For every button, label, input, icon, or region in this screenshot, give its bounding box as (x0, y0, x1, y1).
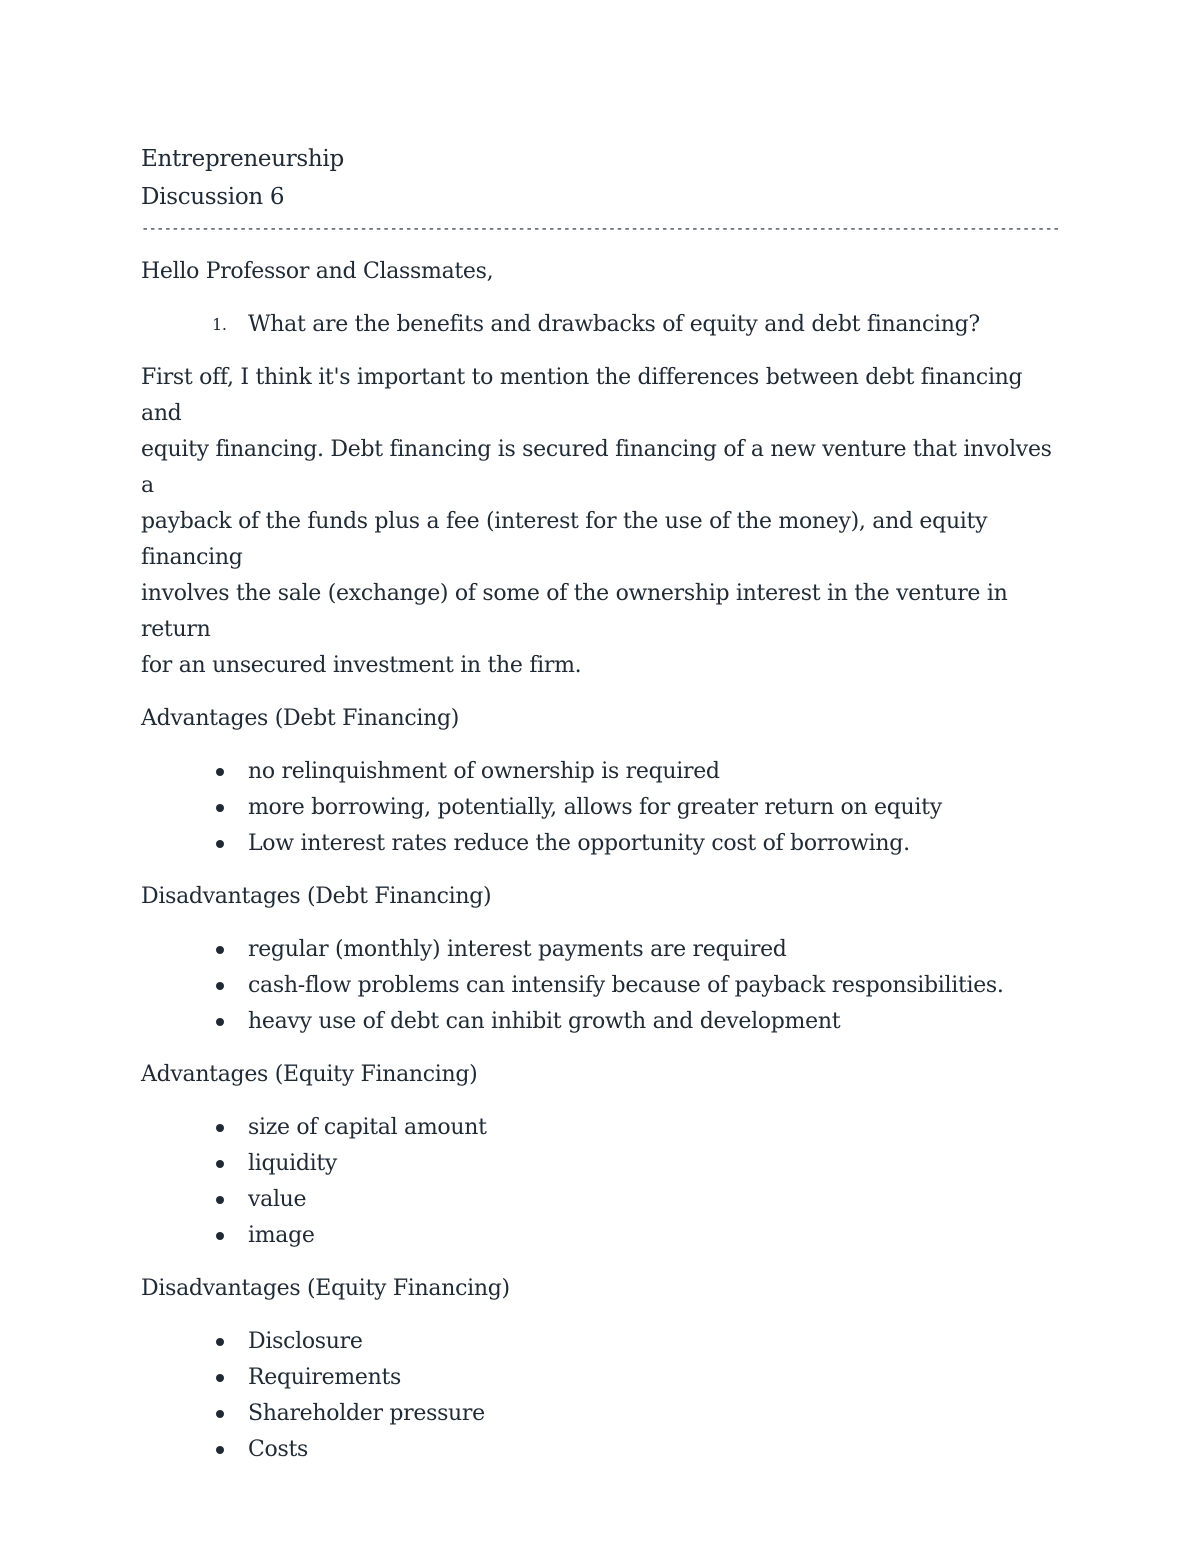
list-item-text: image (248, 1223, 315, 1248)
divider-line: -------------------------------------------------------------------------------------------------------------------------- (141, 221, 1060, 237)
list-item-text: liquidity (248, 1151, 338, 1176)
intro-line: equity financing. Debt financing is secured financing of a new venture that involves a (141, 437, 1052, 498)
list-item (141, 1218, 1061, 1254)
list-item-text: Shareholder pressure (248, 1401, 485, 1426)
bullet-icon (216, 1124, 224, 1132)
bullet-icon (216, 1446, 224, 1454)
equity-advantages-list (141, 1110, 1061, 1254)
list-item-text: Requirements (248, 1365, 401, 1390)
list-item (141, 932, 1061, 968)
equity-disadvantages-list (141, 1324, 1061, 1468)
document-page (141, 140, 1061, 1468)
bullet-icon (216, 1232, 224, 1240)
section-heading-equity-advantages: Advantages (Equity Financing) (141, 1062, 478, 1087)
list-item-text: Disclosure (248, 1329, 363, 1354)
question-text: What are the benefits and drawbacks of equity and debt financing? (248, 312, 980, 337)
bullet-icon (216, 1374, 224, 1382)
list-item (141, 826, 1061, 862)
bullet-icon (216, 1018, 224, 1026)
intro-line: First off, I think it's important to mention the differences between debt financing and (141, 365, 1023, 426)
intro-paragraph (141, 360, 1061, 684)
list-item-text: no relinquishment of ownership is required (248, 759, 720, 784)
bullet-icon (216, 804, 224, 812)
bullet-icon (216, 840, 224, 848)
bullet-icon (216, 1196, 224, 1204)
section-heading-debt-advantages: Advantages (Debt Financing) (141, 706, 460, 731)
question-list (141, 307, 1061, 343)
greeting: Hello Professor and Classmates, (141, 259, 494, 284)
bullet-icon (216, 1338, 224, 1346)
list-item (141, 1110, 1061, 1146)
list-item (141, 1396, 1061, 1432)
debt-disadvantages-list (141, 932, 1061, 1040)
question-number: 1. (212, 315, 227, 334)
list-item-text: regular (monthly) interest payments are required (248, 937, 787, 962)
section-heading-debt-disadvantages: Disadvantages (Debt Financing) (141, 884, 492, 909)
bullet-icon (216, 1160, 224, 1168)
list-item (141, 1004, 1061, 1040)
intro-line: involves the sale (exchange) of some of the ownership interest in the venture in return (141, 581, 1008, 642)
list-item (141, 790, 1061, 826)
bullet-icon (216, 768, 224, 776)
list-item (141, 1182, 1061, 1218)
bullet-icon (216, 946, 224, 954)
list-item-text: cash-flow problems can intensify because of payback responsibilities. (248, 973, 1004, 998)
debt-advantages-list (141, 754, 1061, 862)
list-item-text: Low interest rates reduce the opportunity cost of borrowing. (248, 831, 910, 856)
list-item-text: size of capital amount (248, 1115, 487, 1140)
course-title: Entrepreneurship (141, 146, 344, 172)
list-item (141, 968, 1061, 1004)
question-item (141, 307, 1061, 343)
intro-line: for an unsecured investment in the firm. (141, 653, 582, 678)
assignment-title: Discussion 6 (141, 184, 285, 210)
list-item (141, 1324, 1061, 1360)
list-item (141, 1432, 1061, 1468)
section-heading-equity-disadvantages: Disadvantages (Equity Financing) (141, 1276, 510, 1301)
bullet-icon (216, 982, 224, 990)
list-item-text: Costs (248, 1437, 308, 1462)
list-item (141, 1360, 1061, 1396)
list-item (141, 1146, 1061, 1182)
intro-line: payback of the funds plus a fee (interest for the use of the money), and equity financing (141, 509, 988, 570)
list-item (141, 754, 1061, 790)
list-item-text: heavy use of debt can inhibit growth and development (248, 1009, 841, 1034)
list-item-text: more borrowing, potentially, allows for greater return on equity (248, 795, 942, 820)
list-item-text: value (248, 1187, 307, 1212)
bullet-icon (216, 1410, 224, 1418)
